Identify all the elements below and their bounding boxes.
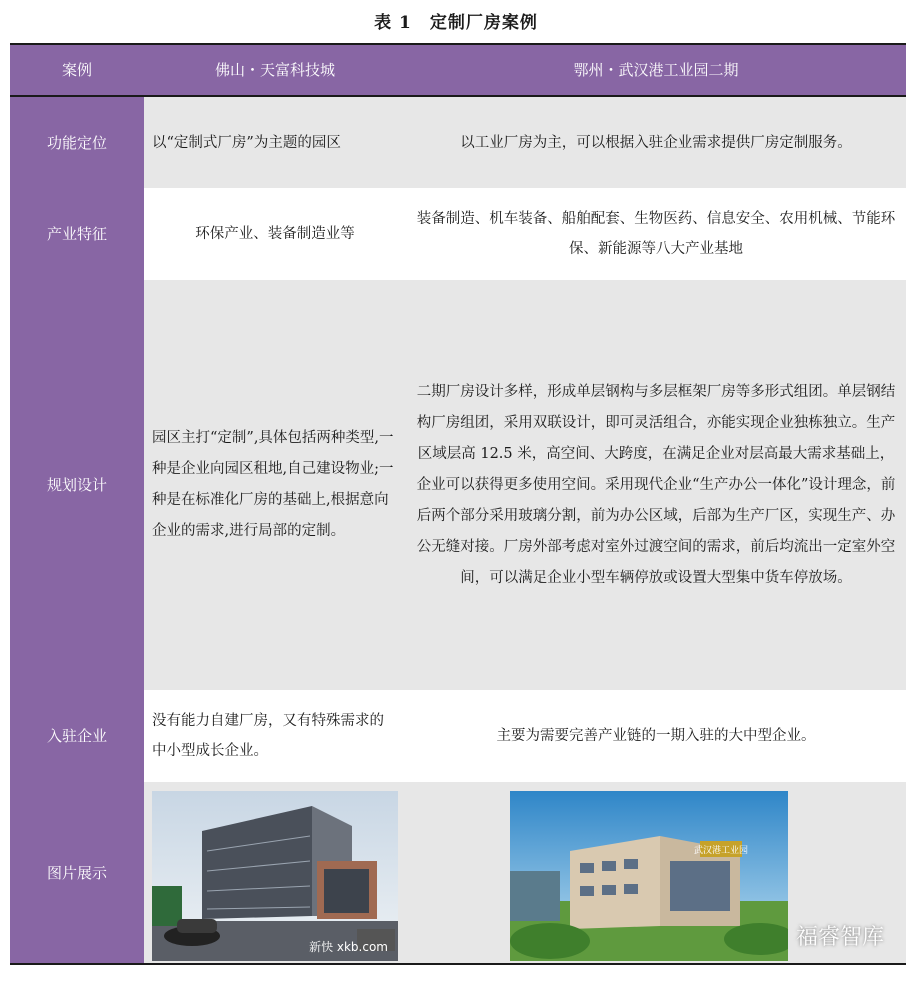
- cell-foshan: 没有能力自建厂房，又有特殊需求的中小型成长企业。: [144, 690, 406, 782]
- ezhou-building-image: [510, 791, 788, 961]
- header-row: [10, 44, 906, 96]
- cell-ezhou: 以工业厂房为主，可以根据入驻企业需求提供厂房定制服务。: [406, 96, 906, 188]
- row-label: 功能定位: [10, 96, 144, 188]
- table-row: [10, 280, 906, 690]
- header-ezhou: 鄂州・武汉港工业园二期: [406, 44, 906, 96]
- row-label: 规划设计: [10, 280, 144, 690]
- cell-foshan: 以“定制式厂房”为主题的园区: [144, 96, 406, 188]
- cell-ezhou: 装备制造、机车装备、船舶配套、生物医药、信息安全、农用机械、节能环保、新能源等八大产业基地: [406, 188, 906, 280]
- photo-watermark: 新快 xkb.com: [309, 939, 388, 954]
- cell-foshan: 环保产业、装备制造业等: [144, 188, 406, 280]
- row-label: 图片展示: [10, 782, 144, 964]
- header-foshan: 佛山・天富科技城: [144, 44, 406, 96]
- row-label: 产业特征: [10, 188, 144, 280]
- watermark-text: 福睿智库: [795, 924, 884, 950]
- table-row: [10, 96, 906, 188]
- table-row: [10, 188, 906, 280]
- foshan-building-image: [152, 791, 398, 961]
- header-case: 案例: [10, 44, 144, 96]
- row-label: 入驻企业: [10, 690, 144, 782]
- cell-foshan: 园区主打“定制”,具体包括两种类型,一种是企业向园区租地,自己建设物业;一种是在标准化厂房的基础上,根据意向企业的需求,进行局部的定制。: [144, 280, 406, 690]
- table-row: [10, 690, 906, 782]
- table-caption: 表 1 定制厂房案例: [374, 13, 538, 33]
- photo-cell-foshan: [144, 782, 406, 964]
- table-row: [10, 782, 906, 964]
- photo-cell-ezhou: [406, 782, 906, 964]
- case-table: [10, 43, 906, 965]
- cell-ezhou: 二期厂房设计多样，形成单层钢构与多层框架厂房等多形式组团。单层钢结构厂房组团，采用双联设计，即可灵活组合，亦能实现企业独栋独立。生产区域层高 12.5 米，高空间、大跨度，在满足企业对层高最大需求基础上，企业可以获得更多使用空间。采用现代企业“生产办公一体化”设计理念，前后两个部分采用玻璃分割，前为办公区域，后部为生产厂区，实现生产、办公无缝对接。厂房外部考虑对室外过渡空间的需求，前后均流出一定室外空间，可以满足企业小型车辆停放或设置大型集中货车停放场。: [406, 280, 906, 690]
- cell-ezhou: 主要为需要完善产业链的一期入驻的大中型企业。: [406, 690, 906, 782]
- building-sign: 武汉港工业园: [693, 845, 749, 856]
